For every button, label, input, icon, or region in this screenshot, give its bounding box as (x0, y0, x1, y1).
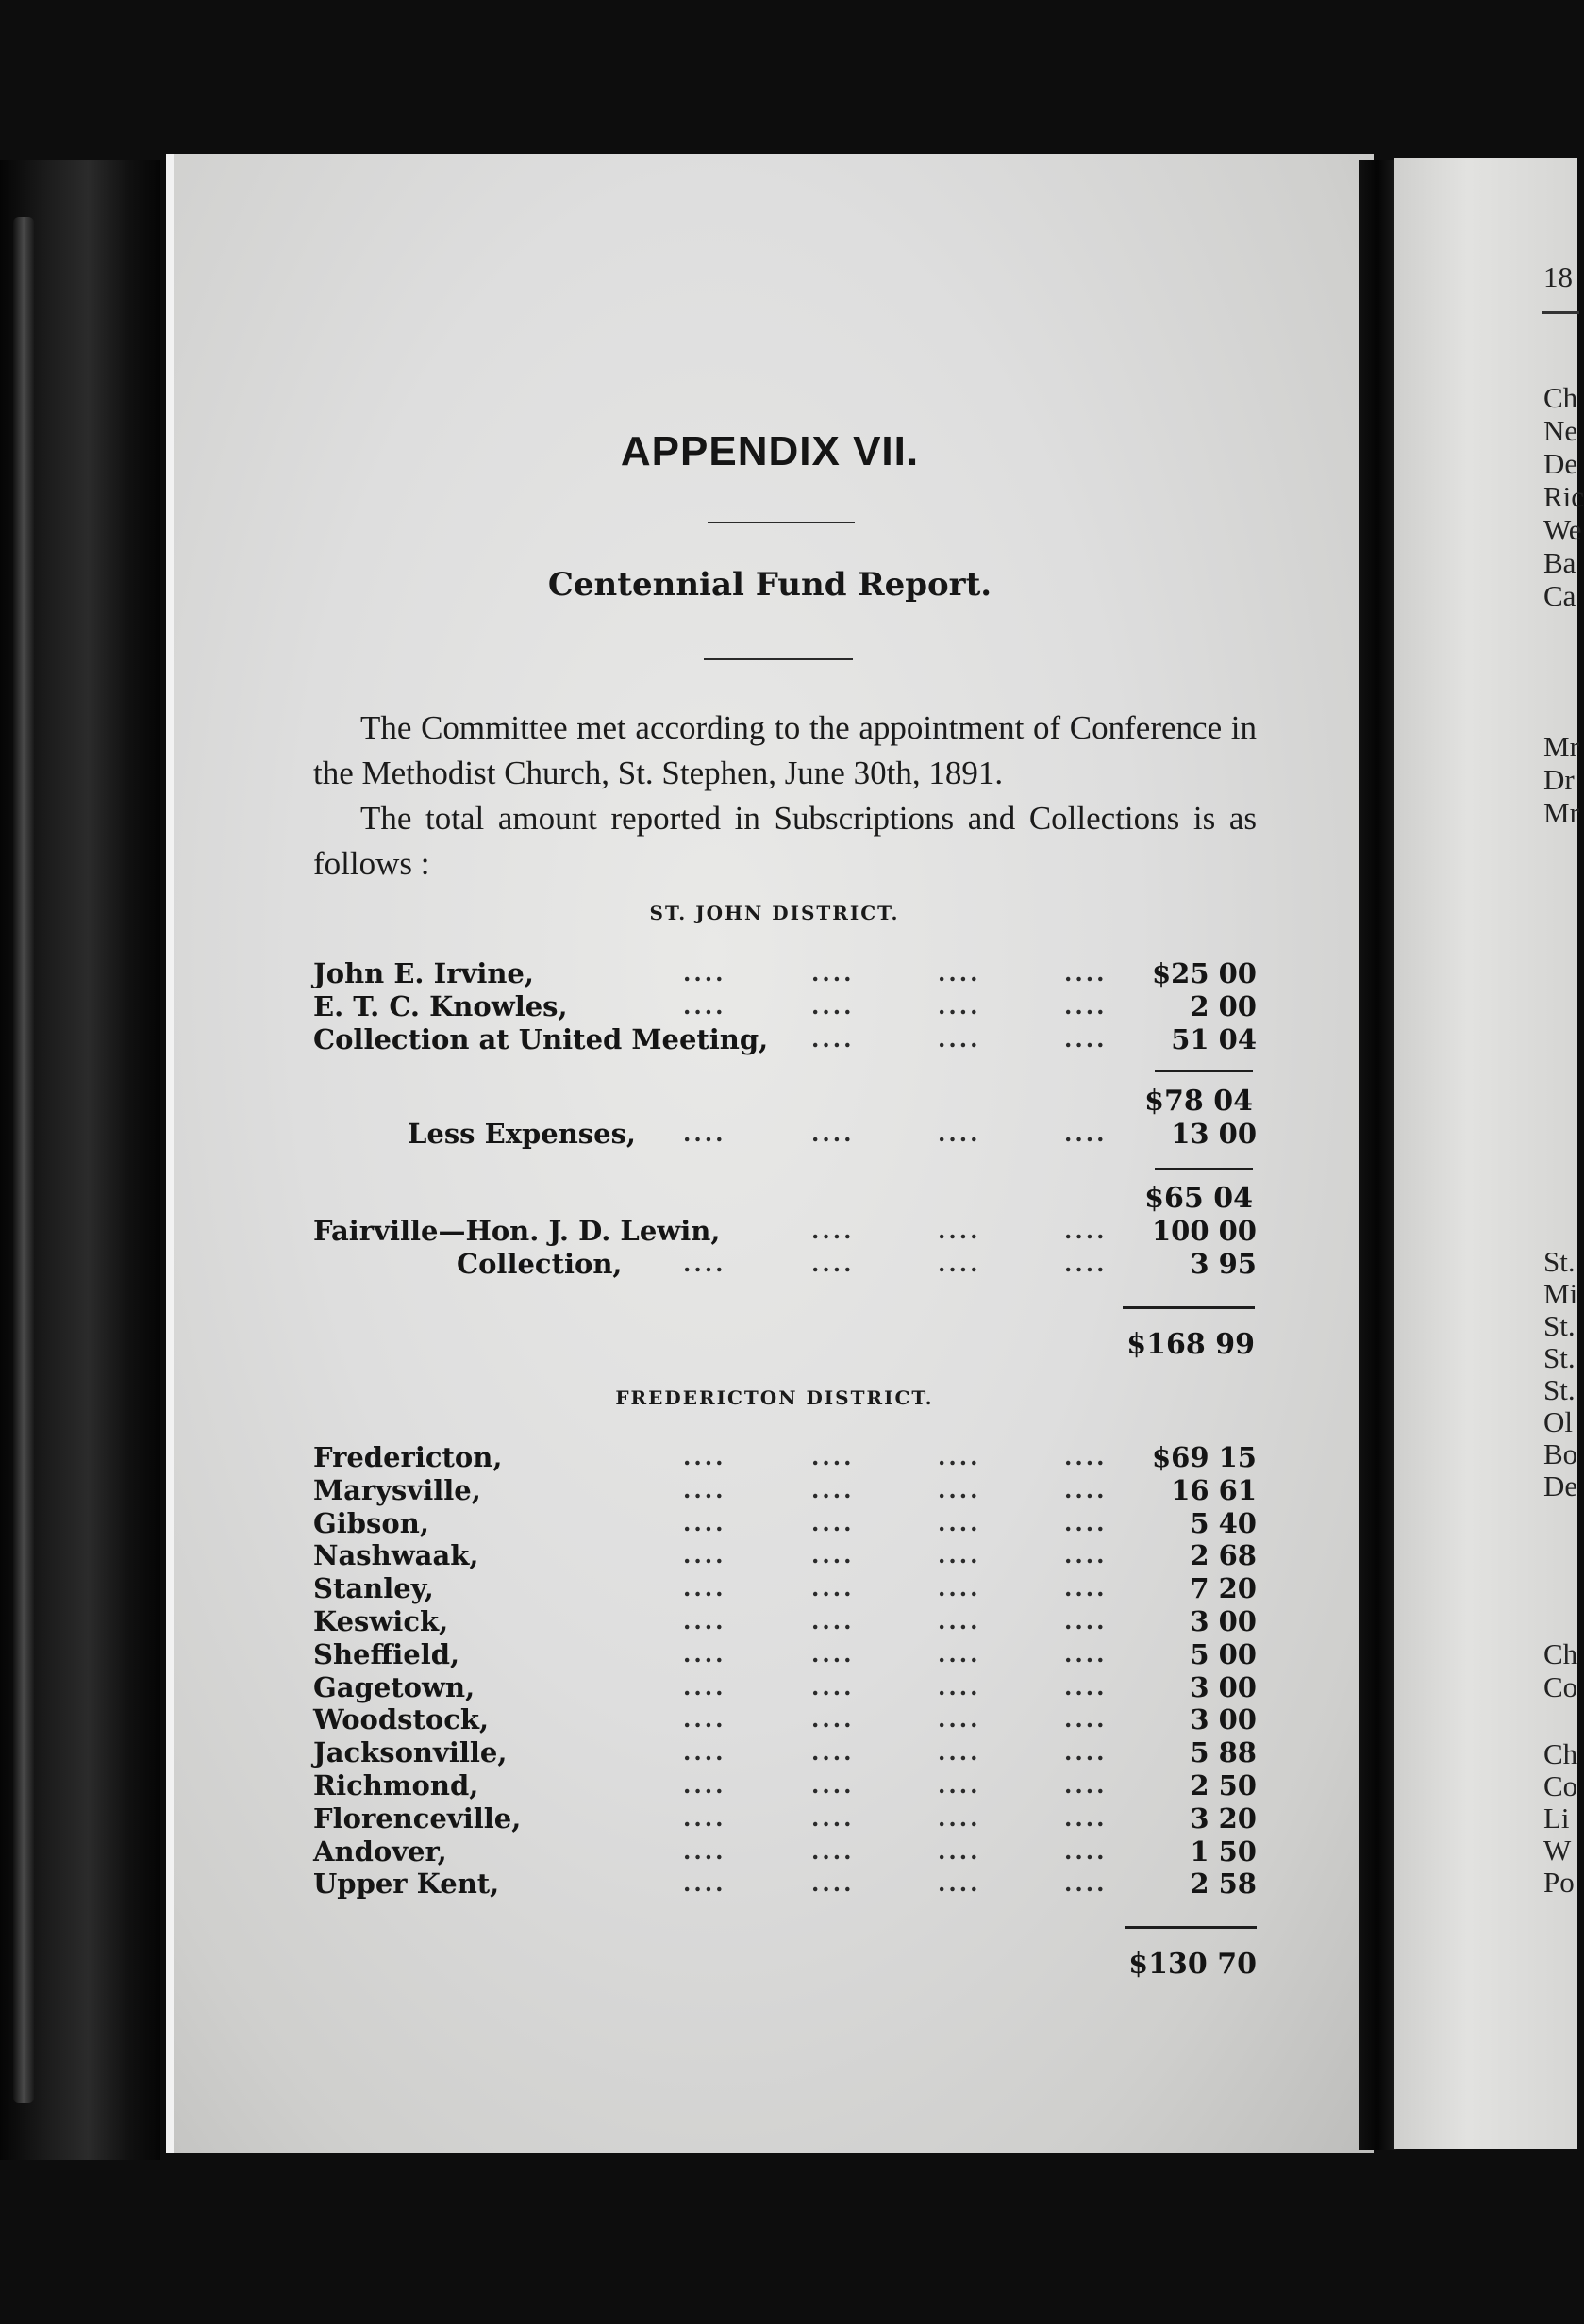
fredericton-entry-label: Keswick, (313, 1605, 449, 1637)
facing-page-fragment (1394, 158, 1584, 2149)
fredericton-entry-row: Stanley, .... .... .... .... 7 20 (313, 1572, 1257, 1605)
left-page-sliver (13, 217, 34, 2103)
fredericton-entry-amount: 16 61 (1171, 1473, 1257, 1506)
fredericton-entry-label: Andover, (313, 1834, 447, 1868)
fredericton-entry-row: Andover, .... .... .... .... 1 50 (313, 1834, 1257, 1868)
facing-page-line: Li (1543, 1801, 1570, 1834)
facing-page-rule (1542, 311, 1579, 314)
fairville-amount: 100 00 (1152, 1215, 1257, 1247)
fredericton-entry-row: Woodstock, .... .... .... .... 3 00 (313, 1703, 1257, 1736)
facing-page-line: W (1543, 1834, 1572, 1867)
fairville-label: Fairville—Hon. J. D. Lewin, (313, 1215, 721, 1247)
collection-label: Collection, (457, 1248, 623, 1280)
intro-text-2: The total amount reported in Subscriptions and Collections is as follows : (313, 800, 1257, 882)
facing-page-line: St. (1543, 1341, 1576, 1374)
fredericton-entry-amount: 2 50 (1190, 1769, 1257, 1801)
intro-text-1: The Committee met according to the appointment of Conference in the Methodist Church, St. Stephen, June 30th, 1891. (313, 709, 1257, 791)
fredericton-district-title: FREDERICTON DISTRICT. (615, 1386, 934, 1409)
fredericton-entry-amount: 3 00 (1190, 1703, 1257, 1736)
fredericton-entry-amount: 5 40 (1190, 1506, 1257, 1539)
title-rule (704, 658, 853, 660)
total-rule (1123, 1306, 1255, 1309)
st-john-entry-label: John E. Irvine, (313, 957, 534, 989)
fredericton-entry-row: Richmond, .... .... .... .... 2 50 (313, 1769, 1257, 1801)
intro-paragraph-1 (313, 706, 1257, 796)
facing-page-line: Bo (1543, 1437, 1578, 1470)
fredericton-entry-row: Fredericton, .... .... .... .... $69 15 (313, 1441, 1257, 1473)
fredericton-entry-row: Gibson, .... .... .... .... 5 40 (313, 1506, 1257, 1539)
fredericton-total: $130 70 (1128, 1948, 1257, 1981)
fredericton-entry-label: Sheffield, (313, 1637, 460, 1670)
facing-page-line: Ch (1543, 381, 1578, 414)
facing-page-line: Mr (1543, 730, 1579, 763)
st-john-entry-row: John E. Irvine, .... .... .... .... $25 00 (313, 957, 1257, 989)
fredericton-entry-amount: 2 58 (1190, 1868, 1257, 1901)
st-john-subtotal-2: $65 04 (1144, 1182, 1253, 1215)
fredericton-entry-label: Fredericton, (313, 1441, 503, 1473)
fredericton-entry-label: Nashwaak, (313, 1539, 479, 1572)
fredericton-entry-label: Florenceville, (313, 1801, 522, 1834)
facing-page-line: Ric (1543, 480, 1584, 513)
facing-page-line: Po (1543, 1866, 1575, 1899)
less-expenses-row: Less Expenses, .... .... .... .... 13 00 (408, 1118, 1257, 1150)
fredericton-entry-label: Stanley, (313, 1572, 434, 1605)
fredericton-entry-row: Nashwaak, .... .... .... .... 2 68 (313, 1539, 1257, 1572)
facing-page-line: We (1543, 513, 1582, 546)
intro-paragraph-2 (313, 796, 1257, 887)
fredericton-entry-amount: 3 20 (1190, 1801, 1257, 1834)
facing-page-line: St. (1543, 1245, 1576, 1278)
facing-page-line: St. (1543, 1309, 1576, 1342)
collection-row: Collection, .... .... .... .... 3 95 (457, 1248, 1257, 1280)
st-john-entry-amount: 2 00 (1190, 990, 1257, 1022)
less-expenses-label: Less Expenses, (408, 1118, 636, 1150)
collection-amount: 3 95 (1190, 1248, 1257, 1280)
fredericton-entry-row: Upper Kent, .... .... .... .... 2 58 (313, 1868, 1257, 1901)
fredericton-entry-row: Florenceville, .... .... .... .... 3 20 (313, 1801, 1257, 1834)
fredericton-entry-amount: 2 68 (1190, 1539, 1257, 1572)
st-john-entry-label: E. T. C. Knowles, (313, 990, 568, 1022)
facing-page-line: Dr (1543, 763, 1575, 796)
fredericton-entry-label: Woodstock, (313, 1703, 490, 1736)
fredericton-entry-label: Marysville, (313, 1473, 481, 1506)
fredericton-entry-label: Gagetown, (313, 1670, 475, 1703)
st-john-entry-row: E. T. C. Knowles, .... .... .... .... 2 00 (313, 990, 1257, 1022)
fredericton-entry-amount: 7 20 (1190, 1572, 1257, 1605)
st-john-entry-amount: $25 00 (1152, 957, 1257, 989)
st-john-entry-row: Collection at United Meeting, .... .... .... 51 04 (313, 1023, 1257, 1055)
fredericton-entry-label: Richmond, (313, 1769, 479, 1801)
fairville-row: Fairville—Hon. J. D. Lewin, .... .... .... 100 00 (313, 1215, 1257, 1247)
facing-page-line: Ba (1543, 546, 1576, 579)
fredericton-entry-row: Marysville, .... .... .... .... 16 61 (313, 1473, 1257, 1506)
less-expenses-amount: 13 00 (1171, 1118, 1257, 1150)
fredericton-entry-label: Gibson, (313, 1506, 429, 1539)
st-john-subtotal-1: $78 04 (1144, 1085, 1253, 1118)
fredericton-entry-row: Jacksonville, .... .... .... .... 5 88 (313, 1736, 1257, 1769)
st-john-total: $168 99 (1126, 1328, 1255, 1361)
heading-rule (708, 522, 855, 523)
fredericton-entry-amount: 5 88 (1190, 1736, 1257, 1769)
fredericton-entry-label: Upper Kent, (313, 1868, 500, 1901)
fredericton-entry-amount: 3 00 (1190, 1605, 1257, 1637)
subtotal-rule (1155, 1070, 1253, 1072)
report-title: Centennial Fund Report. (547, 566, 992, 604)
fredericton-entry-row: Gagetown, .... .... .... .... 3 00 (313, 1670, 1257, 1703)
fredericton-entry-row: Keswick, .... .... .... .... 3 00 (313, 1605, 1257, 1637)
facing-page-line: Mi (1543, 1277, 1578, 1310)
subtotal-rule-2 (1155, 1168, 1253, 1170)
fredericton-total-rule (1125, 1926, 1257, 1929)
facing-page-line: Ol (1543, 1405, 1573, 1438)
st-john-district-title: ST. JOHN DISTRICT. (649, 902, 900, 924)
fredericton-entry-row: Sheffield, .... .... .... .... 5 00 (313, 1637, 1257, 1670)
fredericton-entry-amount: 5 00 (1190, 1637, 1257, 1670)
facing-page-line: Ne (1543, 414, 1578, 447)
facing-page-line: St. (1543, 1373, 1576, 1406)
fredericton-entry-amount: 1 50 (1190, 1834, 1257, 1868)
facing-page-line: Co (1543, 1769, 1578, 1802)
appendix-heading: APPENDIX VII. (620, 428, 920, 474)
facing-page-line: Mr (1543, 796, 1579, 829)
facing-page-line: De (1543, 447, 1578, 480)
facing-page-line: Ca (1543, 579, 1576, 612)
fredericton-entry-amount: $69 15 (1152, 1441, 1257, 1473)
st-john-entry-amount: 51 04 (1171, 1023, 1257, 1055)
fredericton-entry-label: Jacksonville, (313, 1736, 508, 1769)
fredericton-entry-amount: 3 00 (1190, 1670, 1257, 1703)
facing-page-line: Ch (1543, 1637, 1578, 1670)
st-john-entry-label: Collection at United Meeting, (313, 1023, 769, 1055)
facing-page-line: Co (1543, 1670, 1578, 1703)
facing-page-line: De (1543, 1469, 1578, 1502)
facing-page-header: 18 (1543, 260, 1573, 293)
facing-page-line: Ch (1543, 1737, 1578, 1770)
